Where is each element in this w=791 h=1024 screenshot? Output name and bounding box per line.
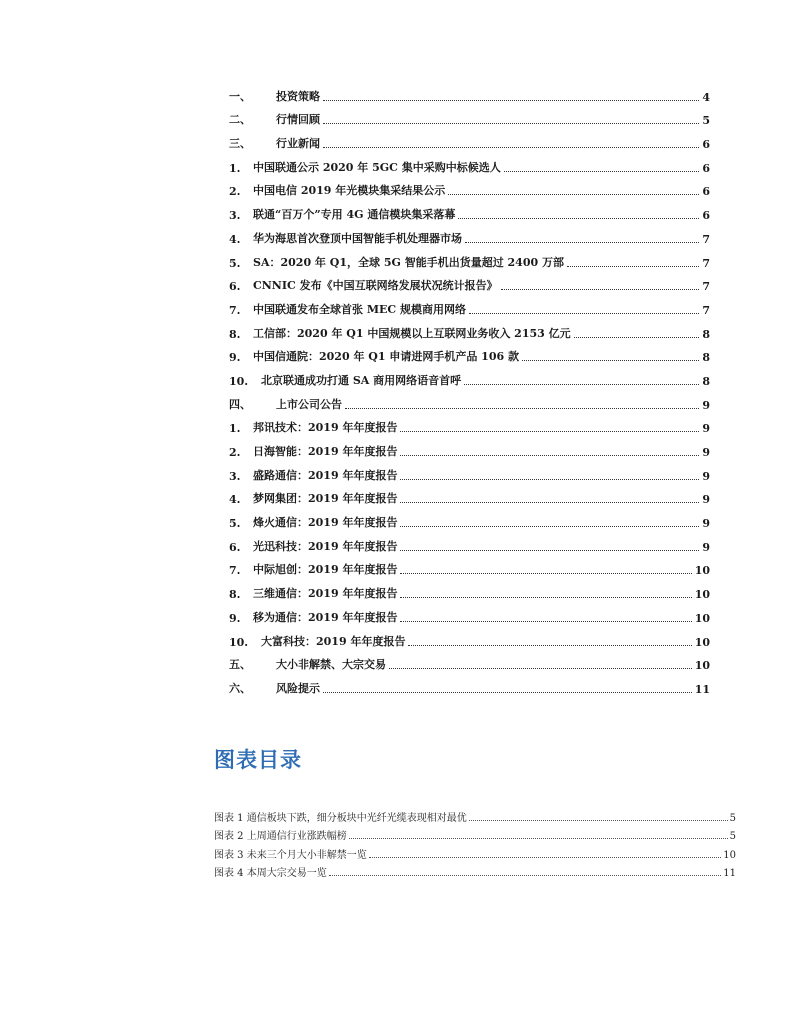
- toc-entry[interactable]: [229, 388, 710, 412]
- toc-entry[interactable]: [229, 127, 710, 151]
- figure-entry-page: 5: [729, 813, 736, 825]
- toc-entry[interactable]: [229, 459, 710, 483]
- toc-entry-number: 7.: [229, 564, 241, 578]
- toc-entry-page: 9: [702, 398, 710, 412]
- toc-entry[interactable]: [229, 270, 710, 294]
- dot-leader: [408, 645, 691, 646]
- toc-entry-number: 1.: [229, 422, 241, 436]
- toc-entry-number: 三、: [229, 137, 251, 151]
- toc-entry[interactable]: [229, 672, 710, 696]
- toc-entry-number: 6.: [229, 280, 241, 294]
- toc-entry[interactable]: [229, 151, 710, 175]
- toc-entry-number: 五、: [229, 658, 251, 672]
- toc-entry-title: 联通“百万个”专用 4G 通信模块集采落幕: [253, 208, 456, 222]
- figure-entry[interactable]: [214, 861, 736, 879]
- toc-entry-page: 4: [702, 90, 710, 104]
- figure-entry-page: 11: [723, 867, 736, 879]
- toc-entry[interactable]: [229, 435, 710, 459]
- toc-entry-title: 中国信通院：2020 年 Q1 申请进网手机产品 106 款: [253, 350, 519, 364]
- toc-entry-title: CNNIC 发布《中国互联网络发展状况统计报告》: [253, 279, 498, 293]
- toc-entry-title: 风险提示: [276, 681, 320, 695]
- figure-entry-title: 图表 3 未来三个月大小非解禁一览: [214, 849, 367, 861]
- dot-leader: [469, 313, 699, 314]
- dot-leader: [448, 194, 699, 195]
- toc-entry-title: 中国联通发布全球首张 MEC 规模商用网络: [253, 302, 466, 316]
- figure-entry-title: 图表 2 上周通信行业涨跌幅榜: [214, 831, 347, 843]
- toc-entry-number: 8.: [229, 588, 241, 602]
- toc-entry-number: 3.: [229, 209, 241, 223]
- toc-entry-title: 梦网集团：2019 年年度报告: [253, 492, 398, 506]
- toc-entry-page: 7: [702, 256, 710, 270]
- toc-entry-title: 移为通信：2019 年年度报告: [253, 610, 398, 624]
- toc-entry[interactable]: [229, 317, 710, 341]
- toc-entry-page: 6: [702, 161, 710, 175]
- toc-entry-title: 华为海思首次登顶中国智能手机处理器市场: [253, 231, 462, 245]
- dot-leader: [400, 431, 699, 432]
- toc-entry[interactable]: [229, 364, 710, 388]
- toc-entry-page: 9: [702, 446, 710, 459]
- toc-entry-number: 10.: [229, 374, 249, 388]
- toc-entry-number: 4.: [229, 493, 241, 507]
- toc-entry-number: 4.: [229, 232, 241, 246]
- toc-entry-number: 6.: [229, 540, 241, 554]
- toc-entry-number: 10.: [229, 635, 249, 649]
- toc-entry-number: 5.: [229, 517, 241, 531]
- dot-leader: [400, 550, 699, 551]
- toc-entry-title: 三维通信：2019 年年度报告: [253, 587, 398, 601]
- toc-entry-page: 7: [702, 280, 710, 294]
- toc-entry-page: 7: [702, 232, 710, 246]
- dot-leader: [400, 479, 699, 480]
- figure-entry[interactable]: [214, 824, 736, 842]
- toc-entry-number: 9.: [229, 351, 241, 365]
- toc-entry-number: 1.: [229, 161, 241, 175]
- toc-entry[interactable]: [229, 80, 710, 104]
- toc-entry-number: 一、: [229, 89, 251, 103]
- figure-entry[interactable]: [214, 806, 736, 824]
- toc-entry-title: 投资策略: [276, 89, 320, 103]
- dot-leader: [574, 337, 700, 338]
- toc-entry[interactable]: [229, 246, 710, 270]
- dot-leader: [400, 573, 691, 574]
- toc-entry-title: 北京联通成功打通 SA 商用网络语音首呼: [261, 373, 462, 387]
- toc-entry-page: 9: [702, 540, 710, 554]
- toc-entry-page: 11: [694, 682, 710, 696]
- toc-entry[interactable]: [229, 175, 710, 199]
- dot-leader: [400, 621, 691, 622]
- toc-entry[interactable]: [229, 341, 710, 365]
- dot-leader: [369, 857, 722, 858]
- toc-entry-title: 盛路通信：2019 年年度报告: [253, 468, 398, 482]
- toc-entry-number: 二、: [229, 113, 251, 127]
- figure-entry-page: 10: [723, 849, 736, 861]
- dot-leader: [345, 408, 699, 409]
- toc-entry-number: 2.: [229, 446, 241, 459]
- dot-leader: [323, 692, 692, 693]
- toc-entry-number: 3.: [229, 469, 241, 483]
- toc-entry-page: 8: [702, 351, 710, 365]
- dot-leader: [501, 289, 700, 290]
- toc-entry-title: 大小非解禁、大宗交易: [276, 658, 386, 672]
- dot-leader: [400, 455, 699, 456]
- dot-leader: [323, 123, 699, 124]
- toc-entry-title: 行业新闻: [276, 137, 320, 151]
- toc-entry-title: 中际旭创：2019 年年度报告: [253, 563, 398, 577]
- toc-entry[interactable]: [229, 625, 710, 649]
- toc-entry[interactable]: [229, 198, 710, 222]
- dot-leader: [567, 266, 699, 267]
- toc-entry-page: 10: [694, 635, 710, 649]
- toc-entry-page: 5: [702, 114, 710, 128]
- toc-entry-page: 6: [702, 209, 710, 223]
- dot-leader: [389, 668, 692, 669]
- dot-leader: [323, 100, 699, 101]
- toc-entry[interactable]: [229, 293, 710, 317]
- figure-entry-title: 图表 1 通信板块下跌，细分板块中光纤光缆表现相对最优: [214, 813, 467, 825]
- toc-entry-page: 10: [694, 659, 710, 673]
- toc-entry[interactable]: [229, 506, 710, 530]
- dot-leader: [504, 171, 700, 172]
- toc-entry-title: 烽火通信：2019 年年度报告: [253, 516, 398, 530]
- figure-entry-page: 5: [729, 831, 736, 843]
- toc-entry-page: 9: [702, 422, 710, 436]
- toc-entry-title: 大富科技：2019 年年度报告: [261, 634, 406, 648]
- toc-entry[interactable]: [229, 104, 710, 128]
- toc-entry-number: 8.: [229, 327, 241, 341]
- dot-leader: [400, 502, 699, 503]
- dot-leader: [464, 384, 699, 385]
- toc-entry-number: 9.: [229, 611, 241, 625]
- dot-leader: [400, 597, 691, 598]
- toc-entry[interactable]: [229, 577, 710, 601]
- dot-leader: [469, 820, 728, 821]
- dot-leader: [329, 875, 722, 876]
- toc-entry-page: 9: [702, 493, 710, 507]
- figure-list: [214, 806, 736, 879]
- toc-entry[interactable]: [229, 554, 710, 578]
- toc-entry-number: 5.: [229, 256, 241, 270]
- figure-list-heading: 图表目录: [214, 747, 302, 772]
- toc-entry-page: 8: [702, 327, 710, 341]
- toc-entry-title: 日海智能：2019 年年度报告: [253, 445, 398, 458]
- figure-entry[interactable]: [214, 842, 736, 860]
- toc-entry-page: 9: [702, 469, 710, 483]
- toc-entry-title: 光迅科技：2019 年年度报告: [253, 539, 398, 553]
- dot-leader: [349, 838, 728, 839]
- toc-entry-page: 6: [702, 138, 710, 152]
- toc-entry[interactable]: [229, 222, 710, 246]
- toc-entry-number: 2.: [229, 185, 241, 199]
- toc-entry-title: 行情回顾: [276, 113, 320, 127]
- toc-entry-number: 7.: [229, 303, 241, 317]
- toc-entry-title: SA：2020 年 Q1，全球 5G 智能手机出货量超过 2400 万部: [253, 255, 564, 269]
- toc-entry-page: 10: [694, 588, 710, 602]
- figure-entry-title: 图表 4 本周大宗交易一览: [214, 867, 327, 879]
- toc-entry-number: 六、: [229, 681, 251, 695]
- toc-entry[interactable]: [229, 649, 710, 673]
- toc-entry-title: 邦讯技术：2019 年年度报告: [253, 421, 398, 435]
- table-of-contents: [229, 80, 710, 696]
- toc-entry-page: 6: [702, 185, 710, 199]
- toc-entry[interactable]: [229, 601, 710, 625]
- dot-leader: [458, 218, 699, 219]
- dot-leader: [323, 147, 699, 148]
- toc-entry[interactable]: [229, 412, 710, 436]
- toc-entry[interactable]: [229, 483, 710, 507]
- toc-entry-page: 7: [702, 303, 710, 317]
- toc-entry-page: 10: [694, 564, 710, 578]
- toc-entry-title: 工信部：2020 年 Q1 中国规模以上互联网业务收入 2153 亿元: [253, 326, 571, 340]
- dot-leader: [522, 360, 699, 361]
- toc-entry-title: 中国联通公示 2020 年 5GC 集中采购中标候选人: [253, 160, 501, 174]
- toc-entry-page: 9: [702, 517, 710, 531]
- toc-entry-page: 8: [702, 374, 710, 388]
- toc-entry[interactable]: [229, 530, 710, 554]
- dot-leader: [465, 242, 699, 243]
- toc-entry-page: 10: [694, 611, 710, 625]
- toc-entry-title: 上市公司公告: [276, 397, 342, 411]
- toc-entry-title: 中国电信 2019 年光模块集采结果公示: [253, 184, 446, 198]
- toc-entry-number: 四、: [229, 397, 251, 411]
- dot-leader: [400, 526, 699, 527]
